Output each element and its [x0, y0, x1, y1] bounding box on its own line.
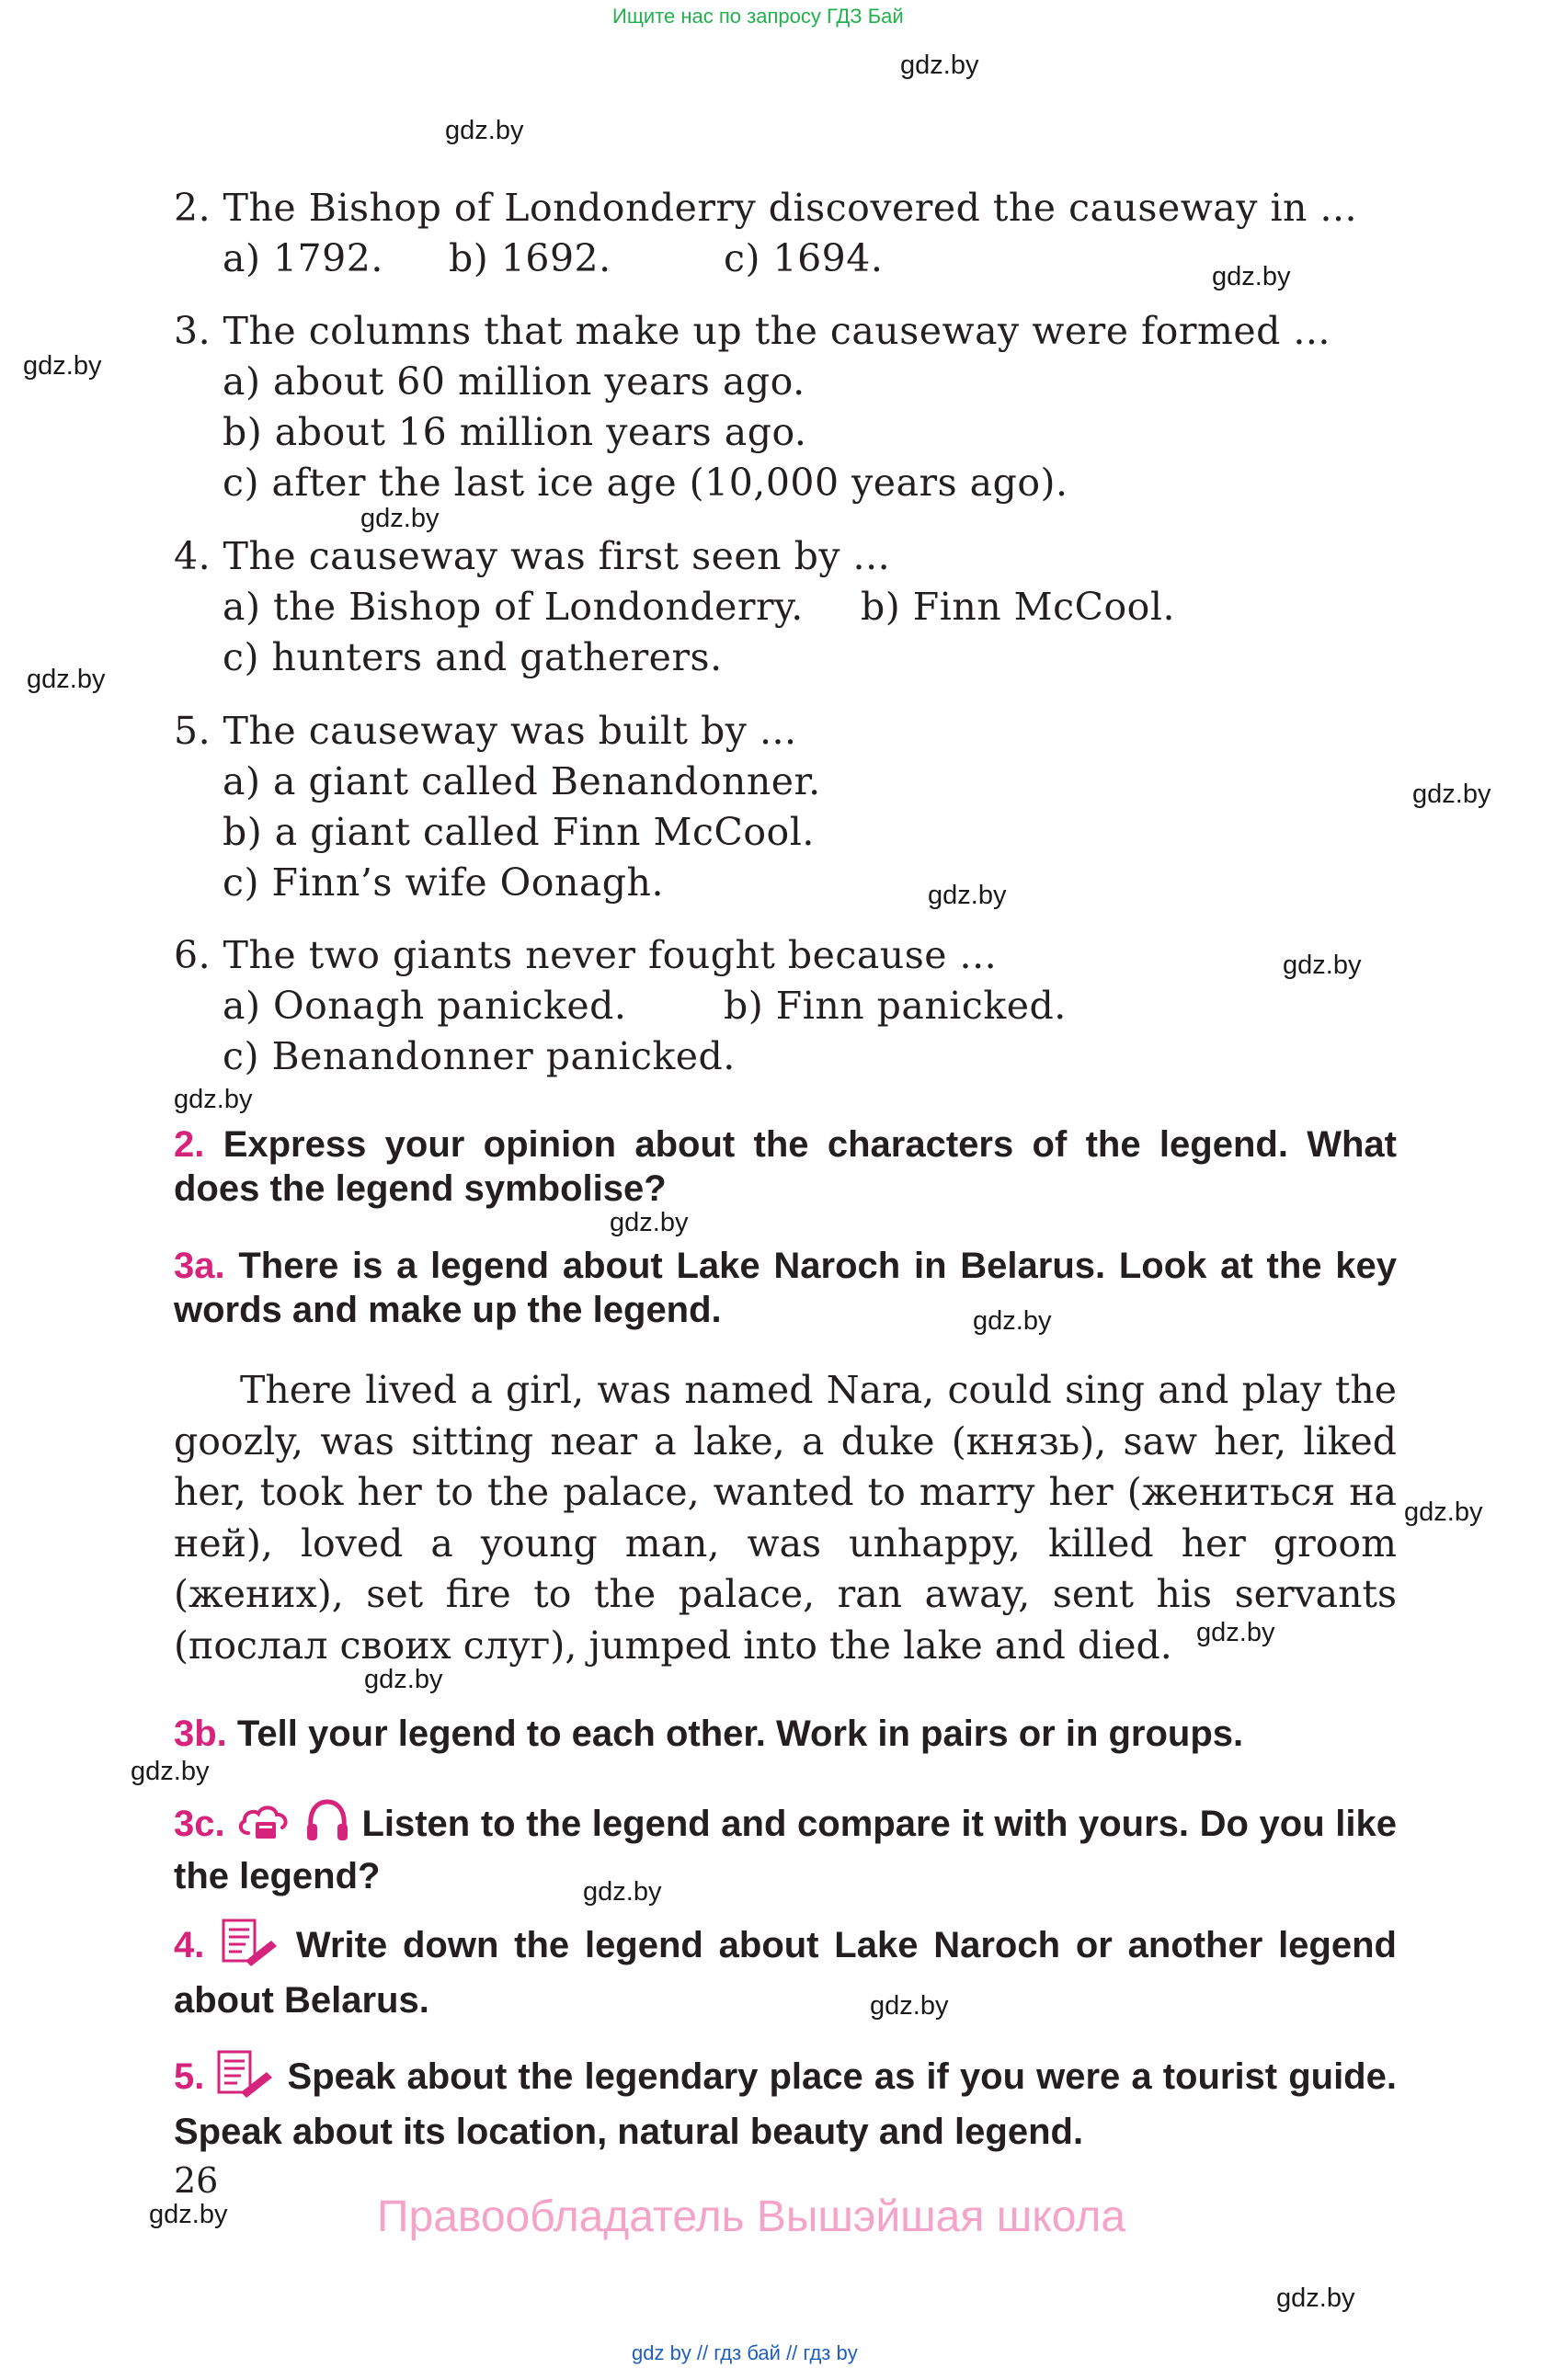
- answer-option: b) 1692.: [449, 236, 611, 280]
- answer-option: c) hunters and gatherers.: [223, 635, 723, 679]
- notepad-pencil-icon: [220, 1917, 280, 1978]
- answer-option: b) Finn panicked.: [724, 984, 1067, 1028]
- task-text: Express your opinion about the characters of the legend. What does the legend symbolise?: [174, 1124, 1398, 1209]
- task-number: 3a.: [174, 1246, 225, 1286]
- notepad-pencil-icon: [215, 2048, 276, 2110]
- task-2: [174, 1122, 1397, 1211]
- task-text: There is a legend about Lake Naroch in Belarus. Look at the key words and make up the legend.: [174, 1246, 1397, 1330]
- watermark: gdz.by: [1276, 2283, 1355, 2313]
- answer-option: a) about 60 million years ago.: [223, 359, 805, 404]
- task-3a: [174, 1244, 1397, 1332]
- footer-links[interactable]: gdz by // гдз бай // гдз by: [632, 2341, 858, 2364]
- task-number: 3c.: [174, 1804, 225, 1845]
- key-words-paragraph: There lived a girl, was named Nara, could sing and play the goozly, was sitting near a lake, a duke (князь), saw her, liked her, took her to the palace, wanted to marry her (жениться на ней), loved a young man, was unhappy, killed her groom (жених), set fire to the palace, ran away, sent his servants (послал своих слуг), jumped into the lake and died.: [174, 1368, 1397, 1668]
- watermark: gdz.by: [900, 51, 979, 80]
- watermark: gdz.by: [27, 665, 106, 694]
- question-stem: 2. The Bishop of Londonderry discovered the causeway in ...: [174, 186, 1358, 230]
- watermark: gdz.by: [131, 1757, 210, 1786]
- task-text: Speak about the legendary place as if you were a tourist guide. Speak about its location, natural beauty and legend.: [174, 2056, 1397, 2152]
- watermark: gdz.by: [23, 351, 102, 381]
- answer-option: b) a giant called Finn McCool.: [223, 810, 815, 854]
- task-text: Write down the legend about Lake Naroch or another legend about Belarus.: [174, 1925, 1397, 2021]
- watermark: gdz.by: [174, 1085, 253, 1114]
- question-stem: 3. The columns that make up the causeway were formed ...: [174, 309, 1331, 353]
- answer-option: c) Benandonner panicked.: [223, 1034, 736, 1078]
- answer-option: c) Finn’s wife Oonagh.: [223, 860, 664, 905]
- answer-option: a) 1792.: [223, 236, 383, 280]
- task-number: 5.: [174, 2056, 205, 2098]
- task-number: 4.: [174, 1925, 205, 1966]
- question-stem: 6. The two giants never fought because ...: [174, 933, 998, 977]
- watermark: gdz.by: [1404, 1497, 1483, 1527]
- answer-option: a) the Bishop of Londonderry.: [223, 585, 804, 629]
- task-number: 2.: [174, 1124, 205, 1165]
- question-stem: 4. The causeway was first seen by ...: [174, 534, 891, 578]
- page-number: 26: [174, 2160, 219, 2201]
- watermark: gdz.by: [360, 504, 440, 533]
- copyright-notice: Правообладатель Вышэйшая школа: [377, 2192, 1126, 2241]
- watermark: gdz.by: [583, 1877, 662, 1907]
- answer-option: c) after the last ice age (10,000 years ago).: [223, 461, 1068, 505]
- watermark: gdz.by: [149, 2200, 228, 2229]
- task-text: Tell your legend to each other. Work in pairs or in groups.: [236, 1714, 1244, 1754]
- watermark: gdz.by: [610, 1208, 689, 1237]
- watermark: gdz.by: [1283, 951, 1362, 980]
- watermark: gdz.by: [1212, 262, 1291, 291]
- task-3b: [174, 1712, 1397, 1756]
- headphones-icon: [303, 1798, 351, 1854]
- watermark: gdz.by: [1196, 1618, 1275, 1647]
- watermark: gdz.by: [928, 881, 1007, 910]
- task-number: 3b.: [174, 1714, 227, 1754]
- watermark: gdz.by: [870, 1991, 949, 2021]
- task-3c: [174, 1798, 1397, 1898]
- cloud-download-icon: [235, 1800, 292, 1852]
- answer-option: b) Finn McCool.: [861, 585, 1176, 629]
- answer-option: a) Oonagh panicked.: [223, 984, 627, 1028]
- task-4: [174, 1917, 1397, 2022]
- watermark: gdz.by: [364, 1665, 443, 1694]
- task-text: Listen to the legend and compare it with yours. Do you like the legend?: [174, 1804, 1397, 1896]
- watermark: gdz.by: [973, 1306, 1052, 1336]
- answer-option: a) a giant called Benandonner.: [223, 759, 821, 803]
- answer-option: b) about 16 million years ago.: [223, 410, 807, 454]
- task-5: [174, 2048, 1397, 2154]
- question-stem: 5. The causeway was built by ...: [174, 709, 797, 753]
- watermark: gdz.by: [445, 116, 524, 145]
- top-banner[interactable]: Ищите нас по запросу ГДЗ Бай: [612, 5, 904, 28]
- answer-option: c) 1694.: [724, 236, 884, 280]
- watermark: gdz.by: [1412, 780, 1491, 809]
